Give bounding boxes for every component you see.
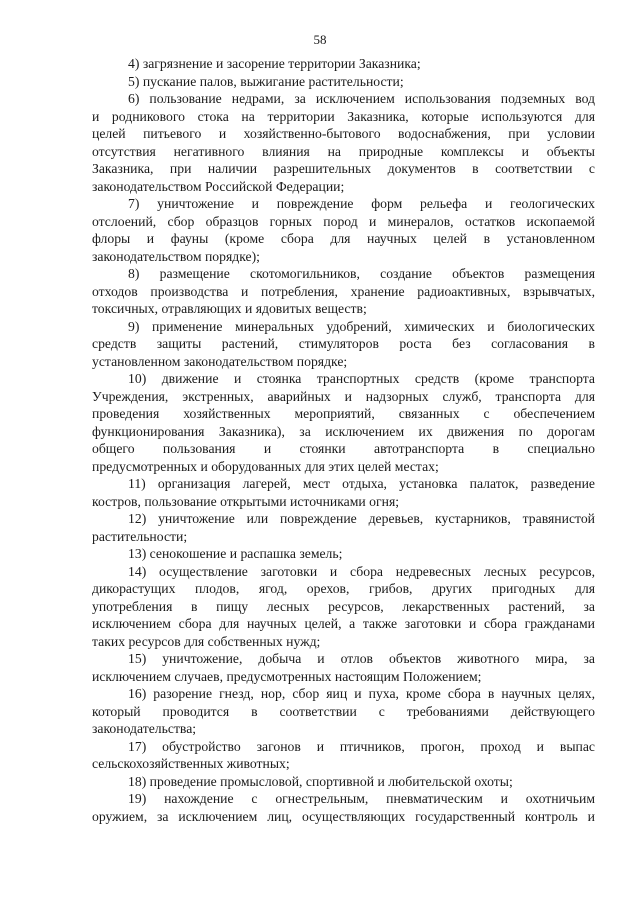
text-line: токсичных, отравляющих и ядовитых веществ; (92, 301, 367, 316)
text-line: сельскохозяйственных животных; (92, 756, 290, 771)
list-item (92, 685, 595, 738)
text-line: исключением сбора для научных целей, а также заготовки и сбора гражданами (92, 616, 595, 631)
text-line: 13) сенокошение и распашка земель; (128, 546, 343, 561)
text-line: 16) разорение гнезд, нор, сбор яиц и пуха, кроме сбора в научных целях, (128, 686, 595, 701)
document-body (92, 55, 595, 825)
text-line: 6) пользование недрами, за исключением использования подземных вод (128, 91, 595, 106)
text-line: 7) уничтожение и повреждение форм рельефа и геологических (128, 196, 595, 211)
text-line: средств защиты растений, стимуляторов роста без согласования в (92, 336, 595, 351)
text-line: 18) проведение промысловой, спортивной и любительской охоты; (128, 773, 513, 789)
text-line: функционирования Заказника), за исключением их движения по дорогам (92, 423, 595, 439)
text-line: 14) осуществление заготовки и сбора недревесных лесных ресурсов, (128, 563, 595, 579)
text-line: растительности; (92, 528, 188, 544)
text-line: общего пользования и стоянки автотранспорта в специально (92, 441, 595, 456)
text-line: 17) обустройство загонов и птичников, прогон, проход и выпас (128, 738, 595, 754)
list-item (92, 195, 595, 265)
text-line: флоры и фауны (кроме сбора для научных целей в установленном (92, 231, 595, 246)
text-line: законодательством порядке); (92, 248, 260, 264)
list-item (92, 773, 595, 791)
text-line: и родникового стока на территории Заказника, которые используются для (92, 108, 595, 124)
text-line: 10) движение и стоянка транспортных средств (кроме транспорта (128, 371, 595, 386)
list-item (92, 475, 595, 510)
text-line: оружием, за исключением лиц, осуществляющих государственный контроль и (92, 808, 595, 824)
text-line: который проводится в соответствии с требованиями действующего (92, 703, 595, 719)
text-line: исключением случаев, предусмотренных настоящим Положением; (92, 668, 482, 684)
list-item (92, 318, 595, 371)
list-item (92, 73, 595, 91)
text-line: дикорастущих плодов, ягод, орехов, грибов, других пригодных для (92, 581, 595, 596)
list-item (92, 563, 595, 651)
list-item (92, 55, 595, 73)
text-line: отсутствия негативного влияния на природные комплексы и объекты (92, 143, 595, 159)
text-line: Учреждения, экстренных, аварийных и надзорных служб, транспорта для (92, 388, 595, 404)
text-line: целей питьевого и хозяйственно-бытового водоснабжения, при условии (92, 126, 595, 141)
list-item (92, 90, 595, 195)
text-line: 11) организация лагерей, мест отдыха, установка палаток, разведение (128, 476, 595, 491)
list-item (92, 545, 595, 563)
text-line: костров, пользование открытыми источниками огня; (92, 493, 400, 509)
text-line: законодательством Российской Федерации; (92, 178, 345, 194)
text-line: 8) размещение скотомогильников, создание объектов размещения (128, 266, 595, 281)
text-line: таких ресурсов для собственных нужд; (92, 633, 321, 649)
text-line: 5) пускание палов, выжигание растительности; (128, 73, 404, 89)
text-line: 4) загрязнение и засорение территории Заказника; (128, 56, 421, 71)
list-item (92, 650, 595, 685)
list-item (92, 510, 595, 545)
text-line: отходов производства и потребления, хранение радиоактивных, взрывчатых, (92, 283, 595, 299)
list-item (92, 790, 595, 825)
text-line: проведения хозяйственных мероприятий, связанных с обеспечением (92, 406, 595, 421)
page-number: 58 (313, 32, 327, 47)
text-line: 15) уничтожение, добыча и отлов объектов животного мира, за (128, 651, 595, 666)
text-line: предусмотренных и оборудованных для этих целей местах; (92, 458, 439, 474)
text-line: 12) уничтожение или повреждение деревьев, кустарников, травянистой (128, 511, 595, 526)
text-line: законодательства; (92, 721, 197, 736)
text-line: употребления в пищу лесных ресурсов, лекарственных растений, за (92, 598, 595, 614)
list-item (92, 370, 595, 475)
list-item (92, 265, 595, 318)
text-line: 19) нахождение с огнестрельным, пневматическим и охотничьим (128, 791, 595, 806)
text-line: установленном законодательством порядке; (92, 353, 348, 369)
text-line: 9) применение минеральных удобрений, химических и биологических (128, 318, 595, 334)
text-line: Заказника, при наличии разрешительных документов в соответствии с (92, 161, 595, 176)
list-item (92, 738, 595, 773)
text-line: отслоений, сбор образцов горных пород и минералов, остатков ископаемой (92, 213, 595, 229)
